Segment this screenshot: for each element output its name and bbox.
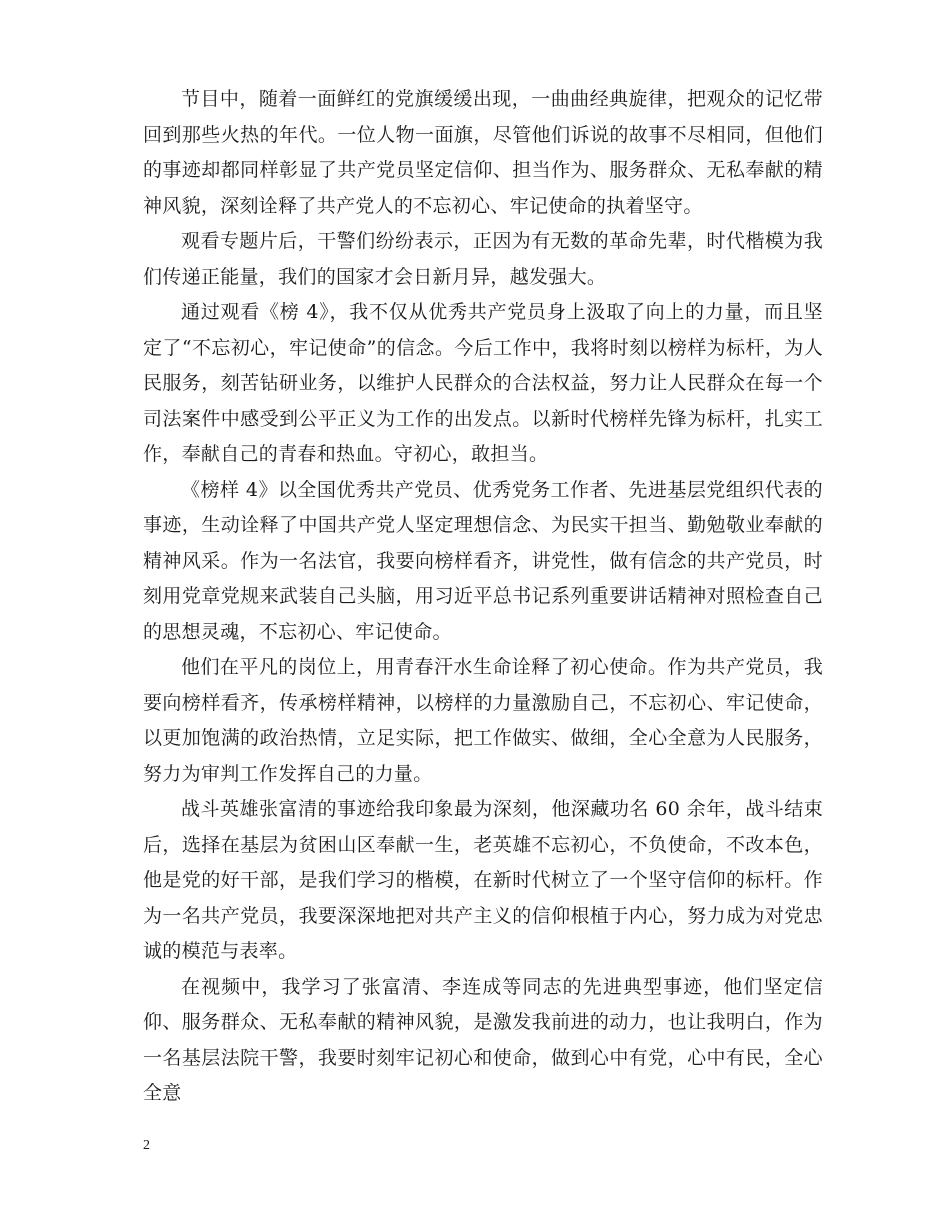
- document-body: [143, 82, 823, 1112]
- paragraph-7: 在视频中，我学习了张富清、李连成等同志的先进典型事迹，他们坚定信仰、服务群众、无私奉献的精神风貌，是激发我前进的动力，也让我明白，作为一名基层法院干警，我要时刻牢记初心和使命，做到心中有党，心中有民，全心全意: [143, 975, 823, 1104]
- paragraph-1: 节目中，随着一面鲜红的党旗缓缓出现，一曲曲经典旋律，把观众的记忆带回到那些火热的年代。一位人物一面旗，尽管他们诉说的故事不尽相同，但他们的事迹却都同样彰显了共产党员坚定信仰、担当作为、服务群众、无私奉献的精神风貌，深刻诠释了共产党人的不忘初心、牢记使命的执着坚守。: [143, 88, 823, 217]
- page-number: 2: [143, 1138, 150, 1153]
- paragraph-3: 通过观看《榜 4》，我不仅从优秀共产党员身上汲取了向上的力量，而且坚定了“不忘初心，牢记使命”的信念。今后工作中，我将时刻以榜样为标杆，为人民服务，刻苦钻研业务，以维护人民群众的合法权益，努力让人民群众在每一个司法案件中感受到公平正义为工作的出发点。以新时代榜样先锋为标杆，扎实工作，奉献自己的青春和热血。守初心，敢担当。: [143, 301, 823, 465]
- paragraph-6: 战斗英雄张富清的事迹给我印象最为深刻，他深藏功名 60 余年，战斗结束后，选择在基层为贫困山区奉献一生，老英雄不忘初心，不负使命，不改本色，他是党的好干部，是我们学习的楷模，在新时代树立了一个坚守信仰的标杆。作为一名共产党员，我要深深地把对共产主义的信仰根植于内心，努力成为对党忠诚的模范与表率。: [143, 798, 823, 962]
- paragraph-2: 观看专题片后，干警们纷纷表示，正因为有无数的革命先辈，时代楷模为我们传递正能量，我们的国家才会日新月异，越发强大。: [143, 230, 823, 288]
- paragraph-4: 《榜样 4》以全国优秀共产党员、优秀党务工作者、先进基层党组织代表的事迹，生动诠释了中国共产党人坚定理想信念、为民实干担当、勤勉敬业奉献的精神风采。作为一名法官，我要向榜样看齐，讲党性，做有信念的共产党员，时刻用党章党规来武装自己头脑，用习近平总书记系列重要讲话精神对照检查自己的思想灵魂，不忘初心、牢记使命。: [143, 478, 823, 643]
- paragraph-5: 他们在平凡的岗位上，用青春汗水生命诠释了初心使命。作为共产党员，我要向榜样看齐，传承榜样精神，以榜样的力量激励自己，不忘初心、牢记使命，以更加饱满的政治热情，立足实际，把工作做实、做细，全心全意为人民服务，努力为审判工作发挥自己的力量。: [143, 656, 823, 785]
